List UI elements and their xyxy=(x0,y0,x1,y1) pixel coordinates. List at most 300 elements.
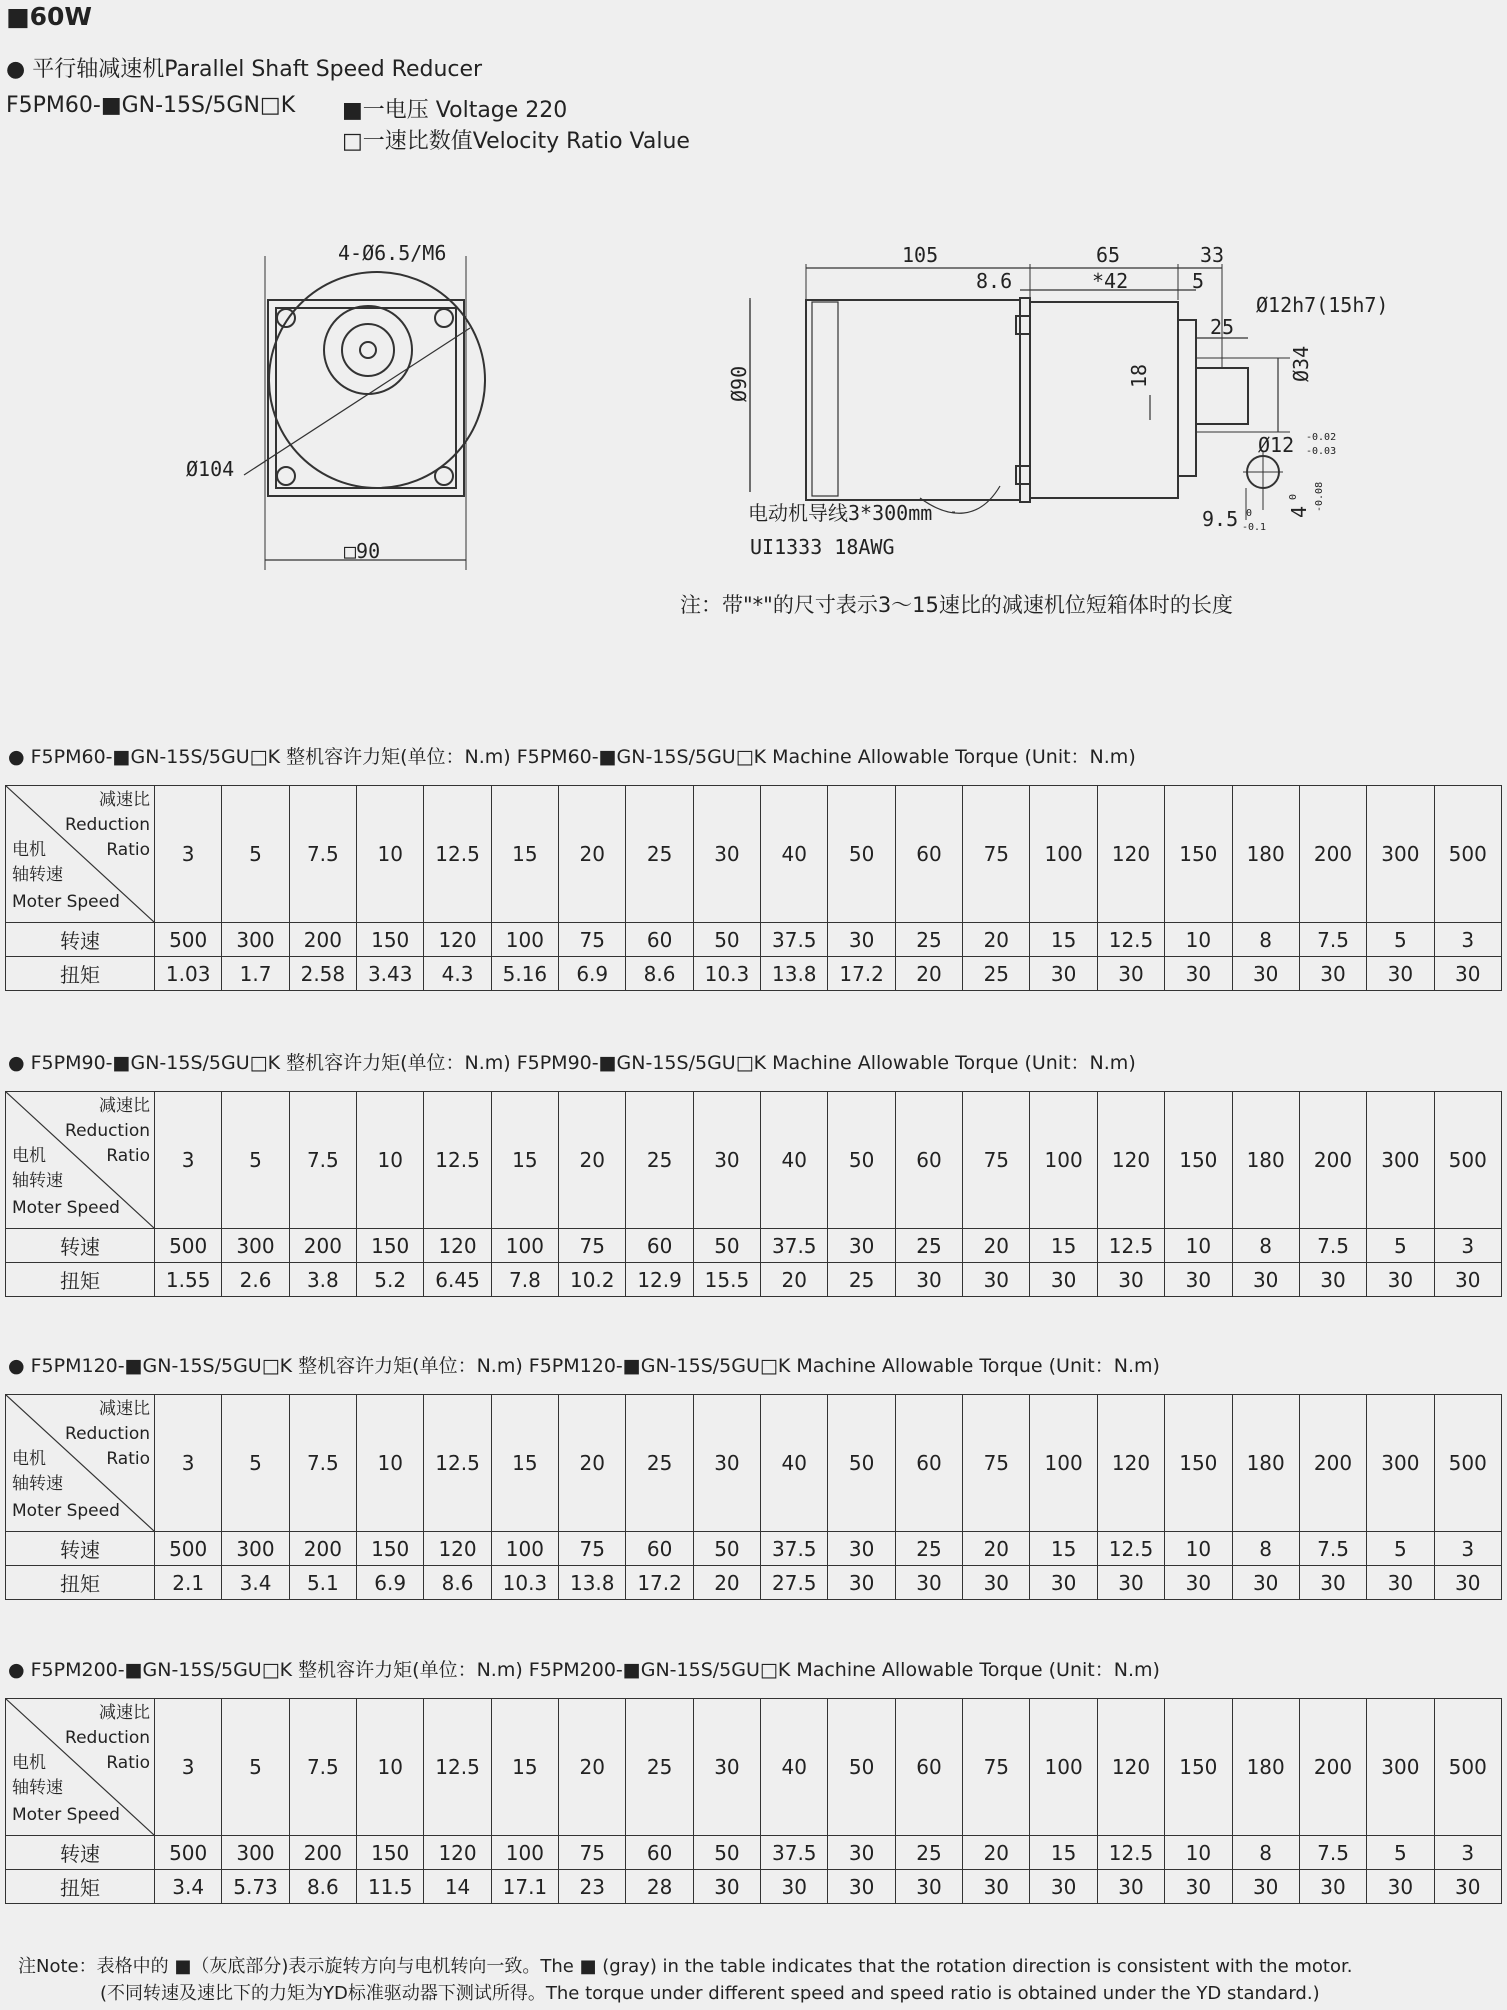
torque-cell: 30 xyxy=(1232,957,1299,991)
ratio-cell: 30 xyxy=(693,1395,760,1532)
speed-cell: 200 xyxy=(289,1532,356,1566)
torque-cell: 30 xyxy=(1299,1870,1366,1904)
speed-cell: 30 xyxy=(828,1229,895,1263)
torque-cell: 30 xyxy=(1299,1566,1366,1600)
table-title: ● F5PM120-■GN-15S/5GU□K 整机容许力矩(单位：N.m) F5PM120-■GN-15S/5GU□K Machine Allowable Torque (Unit：N.m) xyxy=(8,1355,1160,1377)
torque-cell: 13.8 xyxy=(559,1566,626,1600)
torque-cell: 10.2 xyxy=(559,1263,626,1297)
key-h: 9.5 xyxy=(1202,507,1239,531)
torque-cell: 2.58 xyxy=(289,957,356,991)
speed-cell: 20 xyxy=(963,1836,1030,1870)
speed-cell: 100 xyxy=(491,1532,558,1566)
legend-voltage: ■一电压 Voltage 220 xyxy=(342,98,568,123)
ratio-en-label-2: Ratio xyxy=(106,1449,150,1469)
ratio-cell: 75 xyxy=(963,786,1030,923)
ratio-cell: 12.5 xyxy=(424,786,491,923)
speed-cell: 200 xyxy=(289,923,356,957)
footer-line-1: 注Note：表格中的 ■（灰底部分)表示旋转方向与电机转向一致。The ■ (gray) in the table indicates that the rotation direction is consistent with the motor. xyxy=(18,1956,1353,1977)
speed-cell: 5 xyxy=(1367,1229,1434,1263)
torque-cell: 13.8 xyxy=(761,957,828,991)
torque-cell: 30 xyxy=(761,1870,828,1904)
torque-cell: 30 xyxy=(1232,1870,1299,1904)
torque-cell: 17.1 xyxy=(491,1870,558,1904)
header-corner-cell xyxy=(6,1699,155,1836)
torque-cell: 7.8 xyxy=(491,1263,558,1297)
footer-line-2: (不同转速及速比下的力矩为YD标准驱动器下测试所得。The torque under different speed and speed ratio is obtained under the YD standard.) xyxy=(100,1983,1320,2004)
torque-cell: 28 xyxy=(626,1870,693,1904)
torque-cell: 25 xyxy=(963,957,1030,991)
ratio-en-label-1: Reduction xyxy=(65,815,150,835)
ratio-cell: 50 xyxy=(828,1699,895,1836)
torque-cell: 14 xyxy=(424,1870,491,1904)
speed-cell: 3 xyxy=(1434,1532,1501,1566)
speed-cell: 150 xyxy=(357,1229,424,1263)
torque-cell: 15.5 xyxy=(693,1263,760,1297)
speed-cell: 150 xyxy=(357,1532,424,1566)
torque-cell: 30 xyxy=(1434,1870,1501,1904)
dim-shaft: Ø12h7(15h7) xyxy=(1256,293,1389,317)
ratio-cell: 7.5 xyxy=(289,1092,356,1229)
ratio-cn-label: 减速比 xyxy=(99,1703,150,1723)
ratio-cell: 300 xyxy=(1367,1092,1434,1229)
speed-cn-label-2: 轴转速 xyxy=(12,865,63,885)
torque-cell: 17.2 xyxy=(626,1566,693,1600)
torque-cell: 8.6 xyxy=(289,1870,356,1904)
ratio-cell: 200 xyxy=(1299,1092,1366,1229)
speed-cell: 7.5 xyxy=(1299,1532,1366,1566)
ratio-cell: 300 xyxy=(1367,786,1434,923)
torque-cell: 12.9 xyxy=(626,1263,693,1297)
ratio-cell: 12.5 xyxy=(424,1395,491,1532)
dim-42: *42 xyxy=(1092,269,1129,293)
ratio-cell: 10 xyxy=(357,1699,424,1836)
ratio-cell: 100 xyxy=(1030,1699,1097,1836)
torque-cell: 8.6 xyxy=(424,1566,491,1600)
key-dia: Ø12 xyxy=(1258,433,1295,457)
torque-cell: 3.8 xyxy=(289,1263,356,1297)
speed-cell: 120 xyxy=(424,1229,491,1263)
speed-cell: 15 xyxy=(1030,1532,1097,1566)
ratio-cell: 15 xyxy=(491,1395,558,1532)
ratio-en-label-2: Ratio xyxy=(106,840,150,860)
speed-en-label: Moter Speed xyxy=(12,892,120,912)
speed-cell: 3 xyxy=(1434,923,1501,957)
torque-cell: 6.45 xyxy=(424,1263,491,1297)
torque-row-label: 扭矩 xyxy=(6,957,155,991)
speed-cell: 3 xyxy=(1434,1836,1501,1870)
torque-row-label: 扭矩 xyxy=(6,1566,155,1600)
speed-cell: 75 xyxy=(559,1532,626,1566)
speed-cell: 120 xyxy=(424,1836,491,1870)
speed-cell: 37.5 xyxy=(761,1532,828,1566)
torque-cell: 30 xyxy=(1434,1263,1501,1297)
speed-cn-label-1: 电机 xyxy=(12,840,46,860)
subtitle: ● 平行轴减速机Parallel Shaft Speed Reducer xyxy=(6,57,483,82)
ratio-cell: 500 xyxy=(1434,1699,1501,1836)
torque-cell: 6.9 xyxy=(357,1566,424,1600)
ratio-en-label-2: Ratio xyxy=(106,1146,150,1166)
drawing-note: 注：带"*"的尺寸表示3～15速比的减速机位短箱体时的长度 xyxy=(680,593,1233,617)
speed-cn-label-1: 电机 xyxy=(12,1449,46,1469)
legend-ratio: □一速比数值Velocity Ratio Value xyxy=(342,129,690,154)
torque-cell: 20 xyxy=(693,1566,760,1600)
torque-cell: 6.9 xyxy=(559,957,626,991)
torque-row-label: 扭矩 xyxy=(6,1263,155,1297)
ratio-cell: 25 xyxy=(626,786,693,923)
ratio-cell: 30 xyxy=(693,1699,760,1836)
ratio-cell: 60 xyxy=(895,1395,962,1532)
front-holes-label: 4-Ø6.5/M6 xyxy=(338,241,447,265)
speed-cell: 300 xyxy=(222,1229,289,1263)
front-diameter-label: Ø104 xyxy=(186,457,235,481)
speed-cell: 500 xyxy=(155,923,222,957)
torque-cell: 20 xyxy=(895,957,962,991)
ratio-cell: 3 xyxy=(155,786,222,923)
speed-cell: 50 xyxy=(693,1836,760,1870)
speed-cell: 12.5 xyxy=(1097,923,1164,957)
speed-cell: 20 xyxy=(963,1229,1030,1263)
speed-cell: 500 xyxy=(155,1229,222,1263)
speed-row-label: 转速 xyxy=(6,1229,155,1263)
speed-cell: 25 xyxy=(895,923,962,957)
speed-en-label: Moter Speed xyxy=(12,1805,120,1825)
torque-cell: 1.03 xyxy=(155,957,222,991)
speed-cell: 60 xyxy=(626,923,693,957)
ratio-cell: 12.5 xyxy=(424,1699,491,1836)
dim-33: 33 xyxy=(1200,243,1225,267)
front-square-label: □90 xyxy=(344,539,381,563)
torque-cell: 30 xyxy=(693,1870,760,1904)
torque-cell: 25 xyxy=(828,1263,895,1297)
speed-cell: 15 xyxy=(1030,923,1097,957)
torque-row xyxy=(6,1566,1502,1600)
speed-cell: 7.5 xyxy=(1299,1836,1366,1870)
ratio-row xyxy=(6,786,1502,923)
speed-cell: 10 xyxy=(1165,923,1232,957)
torque-cell: 1.55 xyxy=(155,1263,222,1297)
ratio-cell: 180 xyxy=(1232,1395,1299,1532)
speed-cell: 200 xyxy=(289,1229,356,1263)
speed-cell: 8 xyxy=(1232,923,1299,957)
torque-cell: 3.4 xyxy=(222,1566,289,1600)
torque-cell: 30 xyxy=(963,1566,1030,1600)
ratio-cell: 15 xyxy=(491,1092,558,1229)
speed-cell: 8 xyxy=(1232,1836,1299,1870)
ratio-cell: 3 xyxy=(155,1699,222,1836)
ratio-cell: 120 xyxy=(1097,1699,1164,1836)
torque-cell: 30 xyxy=(963,1263,1030,1297)
torque-cell: 17.2 xyxy=(828,957,895,991)
ratio-cell: 40 xyxy=(761,1092,828,1229)
ratio-cell: 180 xyxy=(1232,1699,1299,1836)
torque-cell: 30 xyxy=(963,1870,1030,1904)
torque-cell: 2.6 xyxy=(222,1263,289,1297)
header-corner-cell xyxy=(6,786,155,923)
table-title: ● F5PM90-■GN-15S/5GU□K 整机容许力矩(单位：N.m) F5PM90-■GN-15S/5GU□K Machine Allowable Torque (Unit：N.m) xyxy=(8,1052,1136,1074)
ratio-cell: 200 xyxy=(1299,1699,1366,1836)
speed-cell: 12.5 xyxy=(1097,1836,1164,1870)
speed-cell: 50 xyxy=(693,923,760,957)
torque-cell: 30 xyxy=(1367,1263,1434,1297)
dim-105: 105 xyxy=(902,243,939,267)
ratio-cn-label: 减速比 xyxy=(99,1399,150,1419)
table-title: ● F5PM60-■GN-15S/5GU□K 整机容许力矩(单位：N.m) F5PM60-■GN-15S/5GU□K Machine Allowable Torque (Unit：N.m) xyxy=(8,746,1136,768)
torque-cell: 10.3 xyxy=(693,957,760,991)
ratio-cell: 10 xyxy=(357,1092,424,1229)
torque-cell: 5.2 xyxy=(357,1263,424,1297)
torque-cell: 1.7 xyxy=(222,957,289,991)
speed-cell: 15 xyxy=(1030,1836,1097,1870)
torque-cell: 30 xyxy=(1232,1263,1299,1297)
ratio-row xyxy=(6,1395,1502,1532)
torque-cell: 23 xyxy=(559,1870,626,1904)
torque-cell: 5.73 xyxy=(222,1870,289,1904)
ratio-cell: 100 xyxy=(1030,786,1097,923)
torque-cell: 30 xyxy=(1097,957,1164,991)
torque-table xyxy=(5,1394,1502,1600)
key-w-upper: 0 xyxy=(1288,493,1299,500)
ratio-row xyxy=(6,1699,1502,1836)
torque-cell: 30 xyxy=(1367,1566,1434,1600)
ratio-cell: 60 xyxy=(895,1699,962,1836)
torque-cell: 30 xyxy=(1232,1566,1299,1600)
ratio-cell: 40 xyxy=(761,786,828,923)
speed-cell: 25 xyxy=(895,1836,962,1870)
ratio-cell: 100 xyxy=(1030,1092,1097,1229)
dim-25: 25 xyxy=(1210,315,1235,339)
speed-cell: 50 xyxy=(693,1532,760,1566)
ratio-row xyxy=(6,1092,1502,1229)
ratio-cell: 3 xyxy=(155,1395,222,1532)
ratio-cell: 150 xyxy=(1165,1092,1232,1229)
torque-cell: 30 xyxy=(1165,1263,1232,1297)
speed-cn-label-2: 轴转速 xyxy=(12,1778,63,1798)
torque-cell: 30 xyxy=(1030,1566,1097,1600)
torque-cell: 30 xyxy=(828,1870,895,1904)
torque-cell: 5.1 xyxy=(289,1566,356,1600)
torque-cell: 2.1 xyxy=(155,1566,222,1600)
speed-cell: 75 xyxy=(559,923,626,957)
speed-cell: 5 xyxy=(1367,1836,1434,1870)
speed-en-label: Moter Speed xyxy=(12,1501,120,1521)
ratio-cell: 150 xyxy=(1165,786,1232,923)
dim-65: 65 xyxy=(1096,243,1121,267)
torque-cell: 30 xyxy=(1097,1870,1164,1904)
key-dia-lower: -0.03 xyxy=(1306,446,1337,457)
speed-cell: 75 xyxy=(559,1836,626,1870)
speed-cell: 7.5 xyxy=(1299,1229,1366,1263)
torque-cell: 30 xyxy=(1030,957,1097,991)
torque-cell: 30 xyxy=(1097,1263,1164,1297)
dim-34: Ø34 xyxy=(1289,345,1313,382)
ratio-cell: 30 xyxy=(693,1092,760,1229)
speed-cell: 75 xyxy=(559,1229,626,1263)
speed-cell: 300 xyxy=(222,1532,289,1566)
speed-cell: 8 xyxy=(1232,1532,1299,1566)
ratio-cell: 15 xyxy=(491,786,558,923)
torque-cell: 30 xyxy=(1030,1263,1097,1297)
ratio-cell: 300 xyxy=(1367,1699,1434,1836)
dim-8-6: 8.6 xyxy=(976,269,1013,293)
torque-cell: 30 xyxy=(1165,1566,1232,1600)
speed-cell: 25 xyxy=(895,1532,962,1566)
torque-cell: 3.4 xyxy=(155,1870,222,1904)
speed-cell: 8 xyxy=(1232,1229,1299,1263)
ratio-cell: 180 xyxy=(1232,786,1299,923)
speed-row-label: 转速 xyxy=(6,1836,155,1870)
speed-cell: 120 xyxy=(424,1532,491,1566)
speed-cell: 10 xyxy=(1165,1229,1232,1263)
torque-cell: 30 xyxy=(1299,1263,1366,1297)
ratio-cell: 50 xyxy=(828,786,895,923)
header-corner-cell xyxy=(6,1092,155,1229)
speed-cn-label-2: 轴转速 xyxy=(12,1171,63,1191)
speed-cell: 37.5 xyxy=(761,1836,828,1870)
torque-cell: 10.3 xyxy=(491,1566,558,1600)
speed-cell: 7.5 xyxy=(1299,923,1366,957)
ratio-cell: 100 xyxy=(1030,1395,1097,1532)
speed-cell: 37.5 xyxy=(761,1229,828,1263)
torque-cell: 30 xyxy=(1097,1566,1164,1600)
key-dia-upper: -0.02 xyxy=(1306,432,1337,443)
speed-cell: 15 xyxy=(1030,1229,1097,1263)
torque-cell: 30 xyxy=(1434,957,1501,991)
ratio-cell: 150 xyxy=(1165,1395,1232,1532)
ratio-cell: 10 xyxy=(357,786,424,923)
speed-row-label: 转速 xyxy=(6,923,155,957)
ratio-cell: 25 xyxy=(626,1699,693,1836)
dim-5: 5 xyxy=(1192,269,1205,293)
torque-cell: 30 xyxy=(1299,957,1366,991)
ratio-cell: 75 xyxy=(963,1699,1030,1836)
torque-cell: 8.6 xyxy=(626,957,693,991)
speed-cell: 50 xyxy=(693,1229,760,1263)
speed-cn-label-2: 轴转速 xyxy=(12,1474,63,1494)
key-h-lower: -0.1 xyxy=(1242,522,1267,533)
speed-row-label: 转速 xyxy=(6,1532,155,1566)
ratio-cell: 500 xyxy=(1434,786,1501,923)
ratio-cell: 5 xyxy=(222,1699,289,1836)
speed-cell: 30 xyxy=(828,1836,895,1870)
ratio-cell: 40 xyxy=(761,1699,828,1836)
ratio-en-label-1: Reduction xyxy=(65,1121,150,1141)
torque-cell: 11.5 xyxy=(357,1870,424,1904)
speed-cell: 12.5 xyxy=(1097,1229,1164,1263)
speed-cell: 25 xyxy=(895,1229,962,1263)
speed-cell: 120 xyxy=(424,923,491,957)
wire-spec: UI1333 18AWG xyxy=(750,535,895,559)
key-h-upper: 0 xyxy=(1246,508,1253,519)
speed-cell: 5 xyxy=(1367,1532,1434,1566)
torque-cell: 30 xyxy=(895,1566,962,1600)
ratio-cell: 20 xyxy=(559,1092,626,1229)
speed-cell: 100 xyxy=(491,923,558,957)
page-title: ■60W xyxy=(6,2,92,31)
table-title: ● F5PM200-■GN-15S/5GU□K 整机容许力矩(单位：N.m) F5PM200-■GN-15S/5GU□K Machine Allowable Torque (Unit：N.m) xyxy=(8,1659,1160,1681)
ratio-en-label-1: Reduction xyxy=(65,1424,150,1444)
torque-cell: 30 xyxy=(1165,957,1232,991)
speed-cn-label-1: 电机 xyxy=(12,1146,46,1166)
torque-cell: 30 xyxy=(895,1870,962,1904)
torque-cell: 30 xyxy=(1030,1870,1097,1904)
torque-row-label: 扭矩 xyxy=(6,1870,155,1904)
ratio-cell: 120 xyxy=(1097,1092,1164,1229)
lead-spec: 电动机导线3*300mm xyxy=(748,501,933,525)
model-code: F5PM60-■GN-15S/5GN□K xyxy=(6,93,296,118)
ratio-cell: 75 xyxy=(963,1092,1030,1229)
torque-table xyxy=(5,1091,1502,1297)
torque-cell: 20 xyxy=(761,1263,828,1297)
ratio-cell: 200 xyxy=(1299,1395,1366,1532)
ratio-cell: 25 xyxy=(626,1092,693,1229)
ratio-cn-label: 减速比 xyxy=(99,790,150,810)
ratio-cell: 500 xyxy=(1434,1092,1501,1229)
ratio-cell: 12.5 xyxy=(424,1092,491,1229)
torque-row xyxy=(6,1263,1502,1297)
speed-cell: 300 xyxy=(222,1836,289,1870)
ratio-cell: 150 xyxy=(1165,1699,1232,1836)
speed-cell: 12.5 xyxy=(1097,1532,1164,1566)
speed-cell: 60 xyxy=(626,1836,693,1870)
speed-cn-label-1: 电机 xyxy=(12,1753,46,1773)
ratio-cell: 7.5 xyxy=(289,1699,356,1836)
ratio-cell: 5 xyxy=(222,1395,289,1532)
torque-cell: 4.3 xyxy=(424,957,491,991)
speed-row xyxy=(6,923,1502,957)
header-corner-cell xyxy=(6,1395,155,1532)
ratio-cell: 120 xyxy=(1097,1395,1164,1532)
ratio-cell: 60 xyxy=(895,1092,962,1229)
speed-cell: 10 xyxy=(1165,1532,1232,1566)
ratio-cell: 180 xyxy=(1232,1092,1299,1229)
ratio-cell: 7.5 xyxy=(289,1395,356,1532)
speed-cell: 60 xyxy=(626,1229,693,1263)
ratio-cell: 20 xyxy=(559,1699,626,1836)
ratio-cell: 25 xyxy=(626,1395,693,1532)
ratio-en-label-1: Reduction xyxy=(65,1728,150,1748)
ratio-cell: 120 xyxy=(1097,786,1164,923)
torque-cell: 27.5 xyxy=(761,1566,828,1600)
torque-cell: 30 xyxy=(1434,1566,1501,1600)
ratio-cell: 75 xyxy=(963,1395,1030,1532)
key-w-lower: -0.08 xyxy=(1314,481,1325,512)
torque-row xyxy=(6,957,1502,991)
speed-cell: 60 xyxy=(626,1532,693,1566)
ratio-cell: 50 xyxy=(828,1092,895,1229)
ratio-cell: 30 xyxy=(693,786,760,923)
ratio-cell: 40 xyxy=(761,1395,828,1532)
torque-cell: 30 xyxy=(1367,1870,1434,1904)
ratio-cell: 15 xyxy=(491,1699,558,1836)
speed-cell: 150 xyxy=(357,1836,424,1870)
speed-row xyxy=(6,1836,1502,1870)
ratio-cell: 5 xyxy=(222,786,289,923)
ratio-cell: 7.5 xyxy=(289,786,356,923)
speed-cell: 3 xyxy=(1434,1229,1501,1263)
torque-cell: 30 xyxy=(828,1566,895,1600)
speed-cell: 20 xyxy=(963,923,1030,957)
speed-cell: 10 xyxy=(1165,1836,1232,1870)
ratio-cell: 50 xyxy=(828,1395,895,1532)
speed-cell: 20 xyxy=(963,1532,1030,1566)
speed-cell: 100 xyxy=(491,1229,558,1263)
speed-cell: 150 xyxy=(357,923,424,957)
ratio-cell: 500 xyxy=(1434,1395,1501,1532)
speed-cell: 500 xyxy=(155,1532,222,1566)
speed-row xyxy=(6,1532,1502,1566)
speed-cell: 37.5 xyxy=(761,923,828,957)
speed-cell: 30 xyxy=(828,923,895,957)
